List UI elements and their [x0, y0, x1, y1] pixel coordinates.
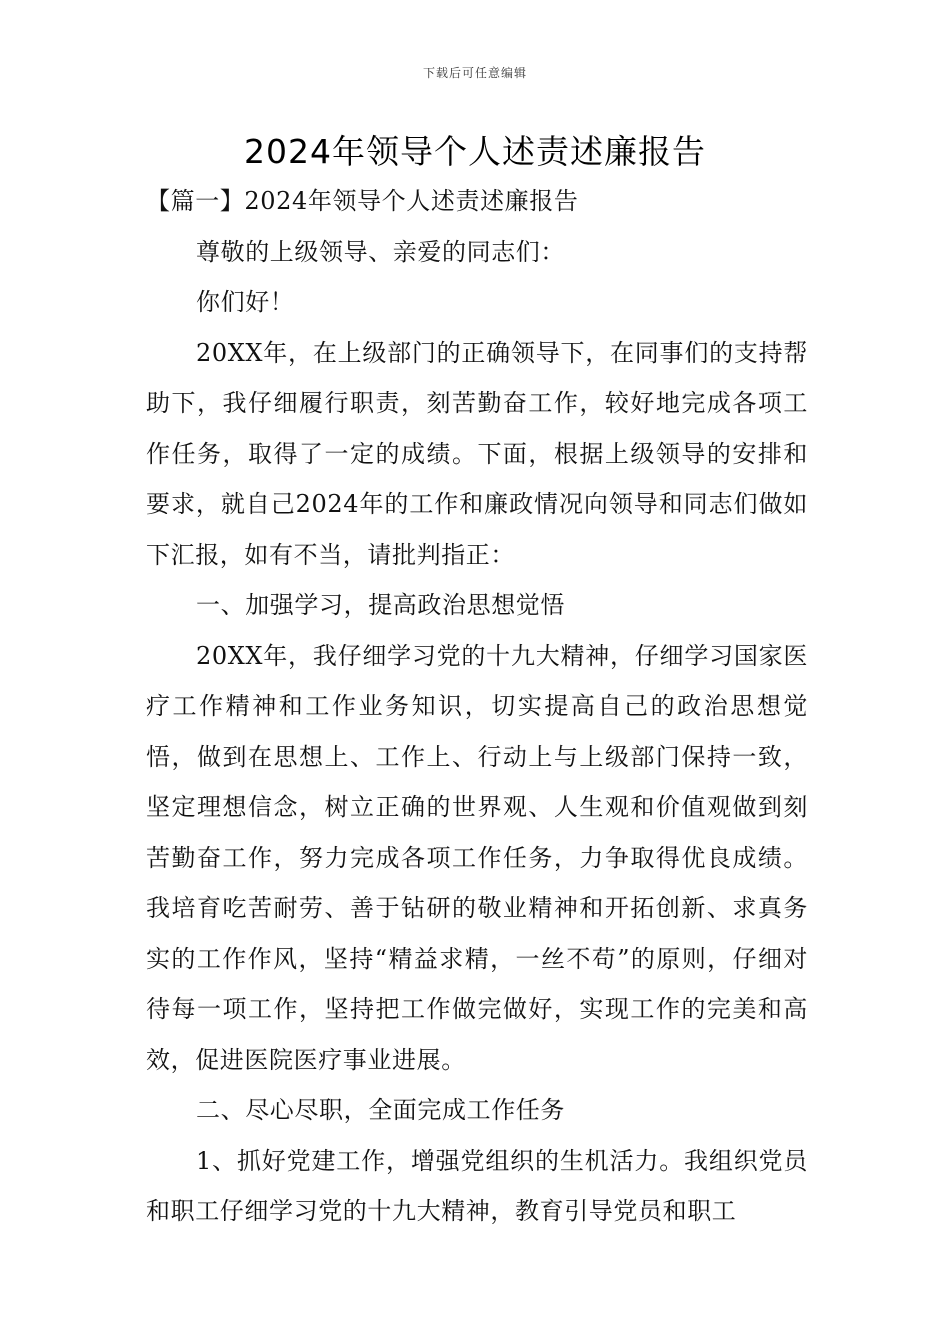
heading-2: 二、尽心尽职，全面完成工作任务: [196, 1096, 565, 1124]
body-paragraph: 1、抓好党建工作，增强党组织的生机活力。我组织党员和职工仔细学习党的十九大精神，教育引导党员和职工: [146, 1146, 808, 1225]
document-title: 2024年领导个人述责述廉报告: [244, 132, 706, 171]
greeting: 你们好！: [196, 288, 295, 316]
header-note: 下载后可任意编辑: [422, 66, 527, 80]
body-paragraph: 20XX年，我仔细学习党的十九大精神，仔细学习国家医疗工作精神和工作业务知识，切实提高自己的政治思想觉悟，做到在思想上、工作上、行动上与上级部门保持一致，坚定理想信念，树立正确的世界观、人生观和价值观做到刻苦勤奋工作，努力完成各项工作任务，力争取得优良成绩。我培育吃苦耐劳、善于钻研的敬业精神和开拓创新、求真务实的工作作风，坚持“精益求精，一丝不苟”的原则，仔细对待每一项工作，坚持把工作做完做好，实现工作的完美和高效，促进医院医疗事业进展。: [146, 641, 808, 1074]
section-heading: 【篇一】2024年领导个人述责述廉报告: [146, 187, 579, 215]
salutation: 尊敬的上级领导、亲爱的同志们：: [196, 237, 565, 266]
heading-1: 一、加强学习，提高政治思想觉悟: [196, 591, 565, 619]
body-paragraph: 20XX年，在上级部门的正确领导下，在同事们的支持帮助下，我仔细履行职责，刻苦勤奋工作，较好地完成各项工作任务，取得了一定的成绩。下面，根据上级领导的安排和要求，就自己2024年的工作和廉政情况向领导和同志们做如下汇报，如有不当，请批判指正：: [146, 338, 808, 569]
document-body: [146, 176, 808, 1237]
